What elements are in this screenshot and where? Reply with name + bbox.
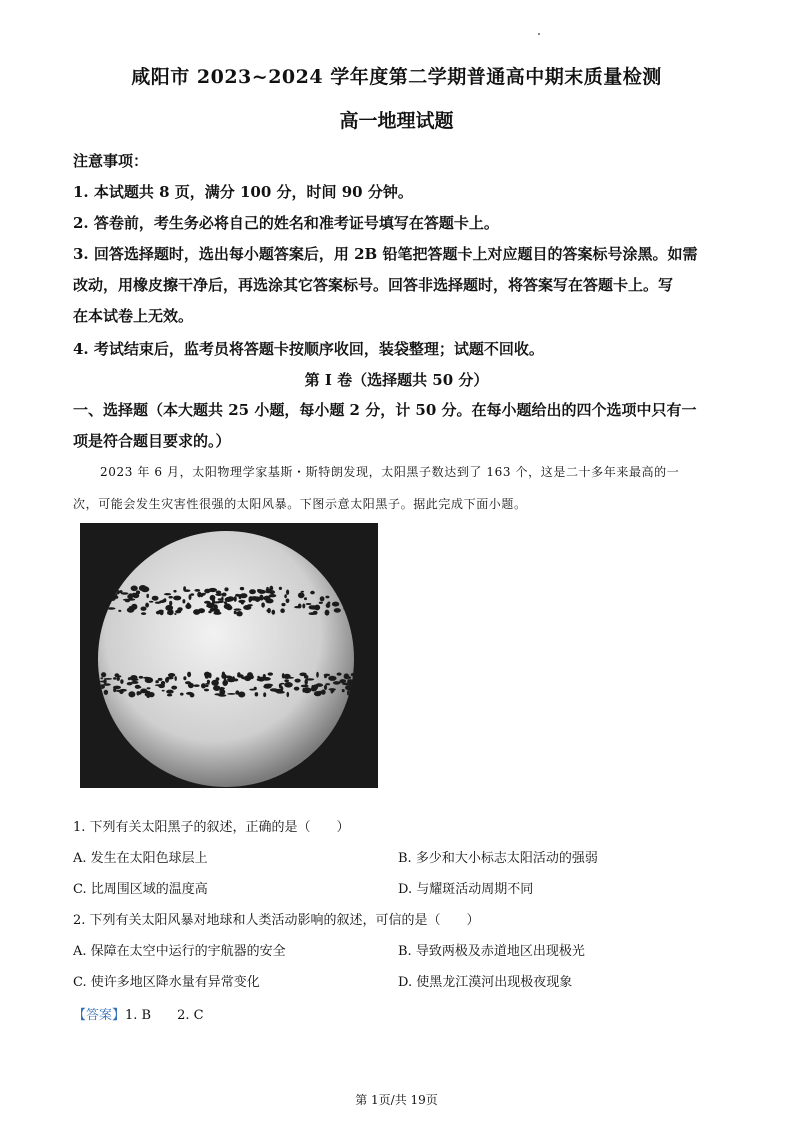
sunspot-mark [113, 688, 116, 693]
sunspot-mark [326, 603, 331, 608]
sunspot-mark [235, 594, 240, 597]
sunspot-mark [205, 675, 209, 679]
sunspot-mark [305, 679, 308, 685]
sunspot-mark [164, 593, 171, 595]
sunspot-mark [127, 607, 135, 612]
section-heading-a: 一、选择题（本大题共 25 小题，每小题 2 分，计 50 分。在每小题给出的四个选项中只有一 [73, 401, 697, 419]
sunspot-mark [233, 678, 239, 681]
sunspot-mark [261, 602, 265, 607]
sunspot-mark [237, 672, 240, 676]
sunspot-mark [171, 686, 177, 690]
sunspot-mark [320, 596, 325, 601]
sunspot-mark [206, 605, 213, 607]
sunspot-mark [187, 672, 191, 678]
sunspot-mark [156, 611, 161, 615]
sunspot-mark [121, 592, 129, 594]
sunspot-mark [234, 608, 242, 610]
sunspot-mark [247, 672, 253, 677]
instruction-line-2: 2. 答卷前，考生务必将自己的姓名和准考证号填写在答题卡上。 [73, 214, 499, 232]
sunspot-mark [162, 599, 165, 601]
sunspot-mark [155, 680, 159, 683]
sunspot-mark [334, 608, 341, 613]
sunspot-mark [301, 685, 309, 688]
passage-line-2: 次，可能会发生灾害性很强的太阳风暴。下图示意太阳黑子。据此完成下面小题。 [73, 497, 527, 511]
sunspot-mark [265, 591, 272, 594]
sunspot-mark [294, 606, 301, 608]
sunspot-mark [324, 685, 327, 690]
scan-dot [538, 33, 540, 35]
question-1-stem: 1. 下列有关太阳黑子的叙述，正确的是（ ） [73, 820, 350, 835]
sunspot-mark [175, 676, 177, 681]
sunspot-mark [227, 693, 236, 695]
sunspot-mark [137, 691, 140, 695]
sunspot-mark [131, 586, 138, 592]
sunspot-mark [236, 611, 242, 616]
sunspot-mark [146, 594, 149, 598]
sunspot-mark [325, 596, 329, 599]
sunspot-mark [325, 683, 330, 685]
instructions-heading: 注意事项： [73, 152, 149, 170]
sunspot-mark [152, 596, 159, 601]
sunspot-mark [205, 683, 210, 685]
sunspot-mark [120, 679, 123, 684]
passage-line-1: 2023 年 6 月，太阳物理学家基斯・斯特朗发现，太阳黑子数达到了 163 个，这是二十多年来最高的一 [100, 465, 680, 479]
sunspot-mark [190, 593, 194, 596]
sunspot-mark [169, 596, 173, 599]
sunspot-mark [214, 693, 221, 695]
sunspot-mark [240, 587, 244, 590]
sunspot-mark [213, 685, 220, 691]
sunspot-mark [185, 604, 191, 609]
sunspot-mark [123, 599, 130, 601]
sunspot-mark [194, 589, 200, 592]
sunspot-mark [284, 682, 293, 688]
page-footer: 第 1页/共 19页 [355, 1093, 438, 1107]
sunspot-mark [302, 604, 305, 609]
sunspot-mark [204, 589, 210, 594]
sunspot-mark [169, 601, 172, 606]
sunspot-mark [295, 679, 301, 683]
sunspot-mark [211, 680, 219, 686]
sunspot-mark [249, 596, 252, 602]
sunspot-mark [190, 693, 195, 698]
sunspot-mark [337, 673, 342, 676]
answer-text: 1. B 2. C [125, 1008, 204, 1023]
section-heading-b: 项是符合题目要求的。） [73, 432, 231, 450]
sunspot-mark [116, 690, 123, 692]
sunspot-mark [194, 684, 200, 687]
sunspot-mark [177, 607, 182, 611]
question-2-option-a: A. 保障在太空中运行的宇航器的安全 [73, 944, 286, 959]
sunspot-mark [113, 677, 116, 680]
section-title: 第 I 卷（选择题共 50 分） [304, 371, 489, 389]
exam-subtitle: 高一地理试题 [339, 110, 454, 132]
sunspot-mark [304, 675, 309, 679]
sunspot-mark [266, 587, 269, 590]
sunspot-mark [319, 602, 323, 604]
sunspot-mark [310, 605, 317, 609]
sunspot-mark [180, 693, 184, 696]
sunspot-mark [128, 677, 131, 680]
sun-sunspots-icon [80, 523, 378, 788]
sunspot-mark [279, 587, 282, 590]
sunspot-mark [103, 683, 111, 686]
sunspot-mark [173, 590, 176, 593]
sunspot-mark [208, 611, 211, 614]
sunspot-mark [263, 692, 266, 697]
sunspot-mark [174, 613, 176, 615]
question-2-option-d: D. 使黑龙江漠河出现极夜现象 [398, 975, 573, 990]
sunspot-mark [255, 692, 259, 696]
sunspot-mark [316, 672, 319, 678]
sunspot-mark [128, 593, 133, 599]
question-2-option-c: C. 使许多地区降水量有异常变化 [73, 975, 260, 990]
sunspot-mark [284, 594, 287, 598]
sunspot-mark [128, 691, 135, 697]
sunspot-mark [332, 602, 339, 607]
sunspot-mark [266, 610, 270, 612]
sunspot-mark [165, 677, 169, 683]
sunspot-mark [147, 687, 151, 689]
sunspot-mark [313, 684, 319, 689]
sunspot-mark [217, 601, 224, 603]
sunspot-mark [324, 675, 327, 678]
sunspot-mark [342, 683, 351, 685]
answer-line [73, 1004, 204, 1023]
sunspot-mark [149, 601, 153, 603]
sunspot-mark [281, 683, 285, 685]
sunspot-mark [294, 687, 300, 691]
sunspot-mark [286, 599, 290, 604]
sunspot-mark [319, 691, 322, 693]
sunspot-mark [104, 678, 112, 680]
sunspot-mark [167, 694, 172, 697]
sunspot-mark [218, 598, 223, 600]
sunspot-mark [284, 679, 289, 682]
question-2-option-b: B. 导致两极及赤道地区出现极光 [398, 944, 585, 959]
sunspot-mark [345, 676, 351, 679]
sunspot-mark [182, 599, 185, 603]
sunspot-mark [224, 587, 228, 591]
sunspot-mark [162, 690, 165, 692]
sunspot-mark [268, 672, 273, 675]
sunspot-mark [240, 593, 248, 598]
question-1-option-b: B. 多少和大小标志太阳活动的强弱 [398, 851, 598, 866]
sunspot-mark [280, 608, 285, 613]
sunspot-mark [258, 597, 266, 599]
sunspot-mark [201, 683, 206, 688]
sunspot-mark [282, 673, 285, 679]
sunspot-mark [145, 693, 152, 697]
sunspot-mark [287, 692, 290, 697]
instruction-line-3b: 改动，用橡皮擦干净后，再选涂其它答案标号。回答非选择题时，将答案写在答题卡上。写 [73, 276, 674, 294]
sunspot-mark [298, 592, 305, 598]
sunspot-mark [269, 586, 273, 591]
answer-label: 【答案】 [73, 1008, 126, 1023]
sunspot-mark [127, 682, 133, 685]
exam-title: 咸阳市 2023~2024 学年度第二学期普通高中期末质量检测 [131, 66, 662, 88]
sunspot-mark [267, 684, 273, 687]
sunspot-mark [118, 610, 121, 612]
sunspot-mark [333, 681, 341, 685]
sunspot-mark [212, 600, 215, 605]
sunspot-mark [258, 590, 266, 594]
sunspot-mark [321, 690, 326, 695]
sunspot-mark [141, 612, 146, 615]
sunspot-mark [134, 676, 137, 680]
question-2-stem: 2. 下列有关太阳风暴对地球和人类活动影响的叙述，可信的是（ ） [73, 913, 480, 928]
instruction-line-1: 1. 本试题共 8 页，满分 100 分，时间 90 分钟。 [73, 183, 413, 201]
sunspot-mark [139, 676, 143, 679]
sunspot-mark [158, 678, 163, 681]
sunspot-mark [301, 591, 304, 593]
sunspot-mark [199, 594, 205, 596]
sunspot-mark [255, 596, 260, 602]
sunspot-mark [101, 677, 104, 679]
sunspot-mark [143, 677, 150, 679]
sunspot-mark [269, 594, 277, 597]
sunspot-mark [254, 687, 257, 690]
sunspot-mark [139, 585, 147, 591]
sunspot-mark [183, 676, 186, 680]
sunspot-mark [310, 591, 315, 595]
sunspot-mark [234, 611, 237, 614]
sunspot-mark [287, 677, 294, 679]
sunspot-mark [213, 611, 221, 615]
sunspot-mark [306, 603, 312, 605]
sunspot-mark [325, 610, 330, 616]
question-1-option-a: A. 发生在太阳色球层上 [73, 851, 208, 866]
sunspot-mark [204, 689, 209, 692]
sunspot-mark [101, 672, 106, 677]
sunspot-mark [272, 610, 276, 615]
sunspot-mark [133, 593, 140, 598]
sunspot-mark [207, 680, 210, 684]
sunspot-mark [227, 596, 235, 601]
sunspot-image [80, 523, 378, 788]
sunspot-mark [117, 677, 120, 681]
sunspot-mark [155, 602, 161, 604]
sunspot-mark [198, 608, 205, 613]
sunspot-mark [104, 690, 108, 695]
sunspot-mark [249, 589, 256, 594]
question-1-option-c: C. 比周围区域的温度高 [73, 882, 208, 897]
sunspot-mark [243, 605, 251, 610]
sunspot-mark [141, 607, 147, 611]
sunspot-mark [328, 676, 336, 681]
sunspot-mark [342, 689, 345, 692]
sunspot-mark [313, 611, 318, 615]
sunspot-mark [103, 679, 106, 683]
sunspot-mark [221, 674, 226, 679]
sunspot-mark [185, 681, 191, 684]
sunspot-mark [223, 680, 228, 685]
sunspot-mark [168, 673, 175, 677]
sunspot-mark [167, 609, 173, 615]
sunspot-mark [339, 679, 346, 683]
instruction-line-3c: 在本试卷上无效。 [73, 307, 194, 325]
instruction-line-3a: 3. 回答选择题时，选出每小题答案后，用 2B 铅笔把答题卡上对应题目的答案标号涂黑。如需 [73, 245, 698, 263]
sunspot-mark [145, 603, 149, 608]
sunspot-mark [161, 681, 165, 686]
sunspot-mark [286, 590, 289, 595]
sunspot-mark [215, 593, 222, 596]
sunspot-mark [226, 605, 232, 610]
question-1-option-d: D. 与耀斑活动周期不同 [398, 882, 534, 897]
sunspot-mark [173, 596, 181, 601]
sunspot-mark [115, 673, 120, 677]
sunspot-mark [329, 688, 336, 691]
sunspot-mark [302, 688, 305, 693]
sunspot-mark [238, 692, 245, 698]
sunspot-mark [138, 686, 141, 688]
sunspot-mark [304, 597, 307, 600]
sunspot-mark [213, 609, 218, 611]
sunspot-mark [238, 600, 245, 603]
sunspot-mark [263, 674, 266, 679]
sunspot-mark [210, 595, 216, 601]
sunspot-mark [281, 603, 285, 606]
sunspot-mark [166, 690, 174, 694]
instruction-line-4: 4. 考试结束后，监考员将答题卡按顺序收回，装袋整理；试题不回收。 [73, 340, 544, 358]
sunspot-mark [274, 690, 282, 693]
sunspot-mark [184, 589, 191, 592]
